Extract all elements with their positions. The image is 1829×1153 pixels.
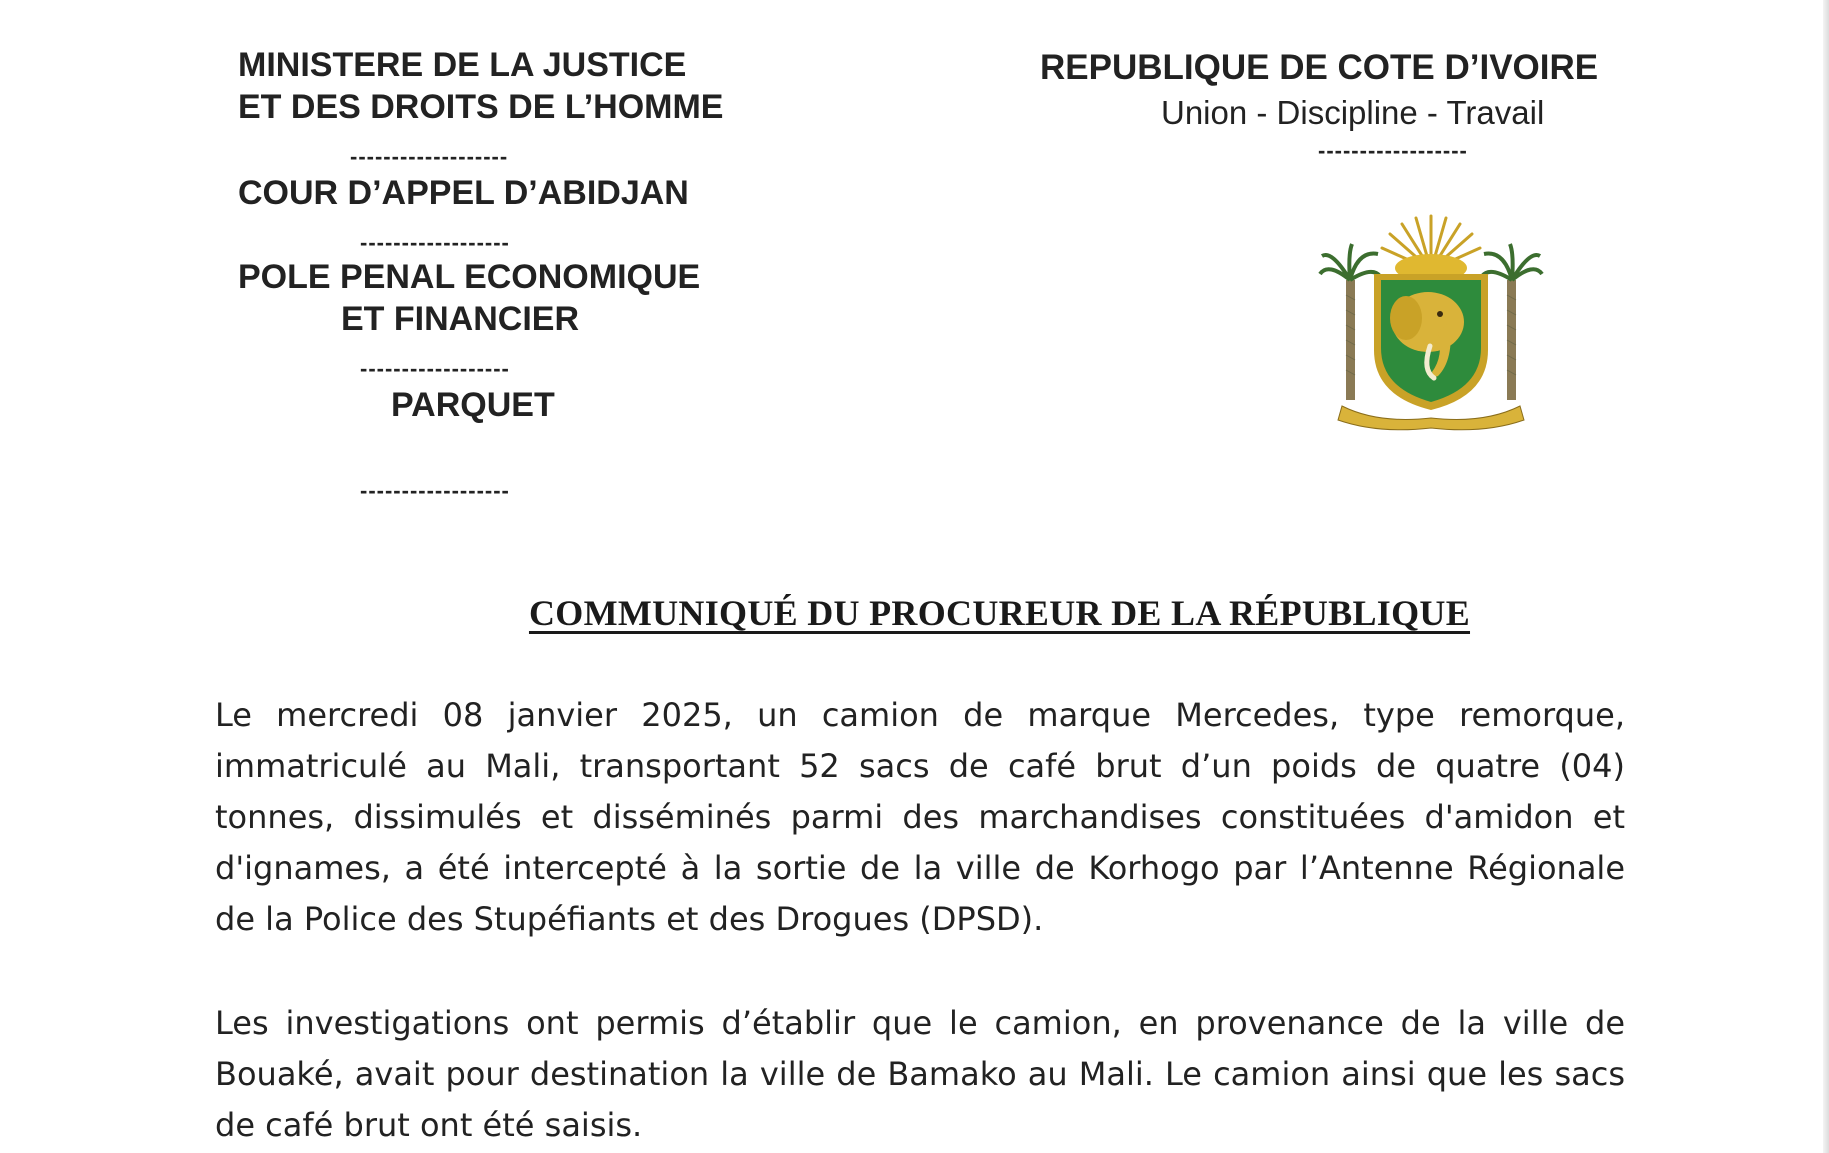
- parquet-label: PARQUET: [391, 386, 555, 424]
- paragraph-2: Les investigations ont permis d’établir que le camion, en provenance de la ville de Bouaké, avait pour destination la ville de Bamako au Mali. Le camion ainsi que les sacs de café brut ont été saisis.: [215, 1004, 1625, 1144]
- ministry-line-1: MINISTERE DE LA JUSTICE: [238, 46, 687, 84]
- header-separator-1: -------------------: [350, 144, 509, 169]
- coat-of-arms-icon: [1318, 210, 1544, 434]
- document-title: COMMUNIQUÉ DU PROCUREUR DE LA RÉPUBLIQUE: [528, 593, 1471, 633]
- republic-separator: ------------------: [1318, 138, 1468, 163]
- paragraph-1: Le mercredi 08 janvier 2025, un camion de marque Mercedes, type remorque, immatriculé au Mali, transportant 52 sacs de café brut d’un poids de quatre (04) tonnes, dissimulés et disséminés parmi des marchandises constituées d'amidon et d'ignames, a été intercepté à la sortie de la ville de Korhogo par l’Antenne Régionale de la Police des Stupéfiants et des Drogues (DPSD).: [215, 696, 1625, 938]
- palm-left: [1320, 244, 1380, 400]
- palm-right: [1482, 244, 1542, 400]
- republic-name: REPUBLIQUE DE COTE D’IVOIRE: [1040, 48, 1599, 87]
- header-separator-2: ------------------: [360, 230, 510, 255]
- header-separator-3: ------------------: [360, 356, 510, 381]
- ministry-line-2: ET DES DROITS DE L’HOMME: [238, 88, 724, 126]
- pole-line-1: POLE PENAL ECONOMIQUE: [238, 258, 701, 296]
- national-motto: Union - Discipline - Travail: [1161, 94, 1545, 131]
- header-separator-4: ------------------: [360, 478, 510, 503]
- pole-line-2: ET FINANCIER: [341, 300, 579, 338]
- court-name: COUR D’APPEL D’ABIDJAN: [238, 174, 689, 212]
- page-edge: [1823, 0, 1829, 1153]
